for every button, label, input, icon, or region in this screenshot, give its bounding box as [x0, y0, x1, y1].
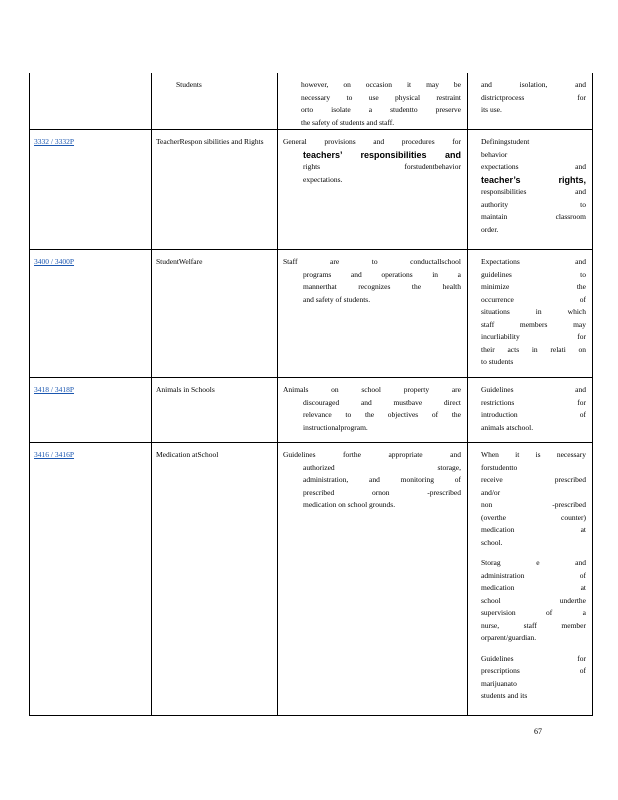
list-item: [468, 136, 586, 236]
policy-topic: Medication atSchool: [156, 450, 219, 459]
text-line: and safety of students.: [303, 294, 371, 304]
text-line: programs and operations in a: [303, 269, 461, 279]
policy-description: [278, 130, 467, 186]
text-line: its use.: [481, 105, 502, 114]
policy-topic-cell: [152, 378, 278, 443]
procedure-list: [468, 130, 592, 236]
text-line: to students: [481, 357, 514, 366]
procedure-list: [468, 378, 592, 434]
text-line: relevance to the objectives of the: [303, 410, 461, 419]
text-line: orparent/guardian.: [481, 633, 537, 642]
table-row: [30, 378, 593, 443]
text-line: orto isolate a studentto preserve: [301, 105, 461, 114]
text-line: incurliability for: [481, 332, 586, 341]
list-item: [468, 557, 586, 645]
list-item: [468, 653, 586, 703]
page-number: 67: [534, 727, 542, 736]
text-line: Guidelines for: [481, 653, 586, 663]
procedure-list: [468, 250, 592, 369]
text-line: General provisions and procedures for: [283, 137, 461, 146]
text-line: nurse, staff member: [481, 620, 586, 630]
policy-code-cell: [30, 73, 152, 130]
policy-topic: StudentWelfare: [156, 257, 203, 266]
table-row: [30, 130, 593, 250]
text-line: expectations.: [303, 174, 343, 184]
policy-code-cell: [30, 378, 152, 443]
text-line: however, on occasion it may be: [301, 80, 461, 89]
procedures-cell: [468, 378, 593, 443]
policy-code-cell: [30, 250, 152, 378]
policy-code-link[interactable]: 3416 / 3416P: [34, 450, 75, 459]
policy-description-cell: [278, 73, 468, 130]
text-line: and isolation, and: [481, 80, 586, 89]
text-line: occurrence of: [481, 294, 586, 304]
table-row: [30, 73, 593, 130]
text-line: medication on school grounds.: [303, 500, 396, 509]
text-line: Animals on school property are: [283, 385, 461, 394]
policy-table: [29, 73, 593, 716]
policy-code-link[interactable]: 3418 / 3418P: [34, 385, 75, 394]
text-line: necessary to use physical restraint: [301, 92, 461, 102]
text-line: students and its: [481, 691, 528, 700]
text-line: introduction of: [481, 410, 586, 419]
text-line: staff members may: [481, 319, 586, 329]
text-line: expectations and: [481, 162, 586, 171]
table-row: [30, 443, 593, 716]
text-line: forstudentto: [481, 462, 518, 472]
text-line: restrictions for: [481, 397, 586, 407]
table-row: [30, 250, 593, 378]
text-line: prescribed ornon -prescribed: [303, 487, 461, 497]
text-line: teacher’s rights,: [481, 174, 586, 185]
text-line: and/or: [481, 487, 501, 497]
text-line: administration, and monitoring of: [303, 475, 461, 484]
policy-topic-cell: [152, 73, 278, 130]
text-line: rights forstudentbehavior: [303, 162, 461, 171]
text-line: responsibilities and: [481, 187, 586, 196]
policy-topic-cell: [152, 443, 278, 716]
text-line: Guidelines and: [481, 385, 586, 394]
policy-description-cell: [278, 250, 468, 378]
policy-code-link[interactable]: 3400 / 3400P: [34, 257, 75, 266]
text-line: prescriptions of: [481, 666, 586, 675]
text-line: minimize the: [481, 282, 586, 291]
text-line: guidelines to: [481, 269, 586, 279]
policy-topic-cell: [152, 250, 278, 378]
text-line: supervision of a: [481, 608, 586, 617]
policy-code-cell: [30, 130, 152, 250]
text-line: non -prescribed: [481, 500, 586, 509]
procedure-continuation: [468, 73, 592, 117]
procedures-cell: [468, 250, 593, 378]
text-line: Definingstudent: [481, 137, 530, 146]
text-line: discouraged and mustbave direct: [303, 397, 461, 407]
policy-code-link[interactable]: 3332 / 3332P: [34, 137, 75, 146]
text-line: instructionalprogram.: [303, 422, 368, 432]
policy-description: [278, 378, 467, 434]
text-line: behavior: [481, 149, 508, 159]
policy-topic-cell: [152, 130, 278, 250]
policy-topic: TeacherRespon sibilities and Rights: [156, 137, 264, 146]
text-line: (overthe counter): [481, 512, 586, 522]
procedures-cell: [468, 443, 593, 716]
text-line: animals atschool.: [481, 422, 534, 432]
procedures-cell: [468, 130, 593, 250]
policy-description: [278, 250, 467, 306]
text-line: districtprocess for: [481, 92, 586, 102]
text-line: teachers’ responsibilities and: [303, 149, 461, 160]
policy-topic: Animals in Schools: [156, 385, 215, 394]
text-line: medication at: [481, 583, 586, 592]
text-line: mannerthat recognizes the health: [303, 282, 461, 291]
procedure-list: [468, 443, 592, 703]
text-line: Expectations and: [481, 257, 586, 266]
text-line: school.: [481, 537, 503, 547]
text-line: order.: [481, 224, 499, 234]
text-line: When it is necessary: [481, 450, 586, 459]
policy-description-cell: [278, 378, 468, 443]
text-line: medication at: [481, 525, 586, 534]
procedures-cell: [468, 73, 593, 130]
text-line: receive prescribed: [481, 475, 586, 484]
list-item: [468, 384, 586, 434]
text-line: the safety of students and staff.: [301, 117, 395, 127]
policy-description-cell: [278, 130, 468, 250]
text-line: marijuanato: [481, 678, 517, 688]
text-line: maintain classroom: [481, 212, 586, 221]
policy-description: [278, 443, 467, 512]
policy-description-cell: [278, 443, 468, 716]
text-line: authorized storage,: [303, 462, 461, 472]
policy-description: [278, 73, 467, 129]
list-item: [468, 449, 586, 549]
text-line: authority to: [481, 199, 586, 209]
text-line: Staff are to conductallschool: [283, 257, 461, 266]
text-line: administration of: [481, 570, 586, 580]
text-line: Storag e and: [481, 558, 586, 567]
text-line: situations in which: [481, 307, 586, 316]
text-line: school underthe: [481, 595, 586, 605]
policy-code-cell: [30, 443, 152, 716]
text-line: their acts in relati on: [481, 344, 586, 354]
list-item: [468, 256, 586, 369]
text-line: Guidelines forthe appropriate and: [283, 450, 461, 459]
policy-topic: Students: [176, 80, 202, 89]
